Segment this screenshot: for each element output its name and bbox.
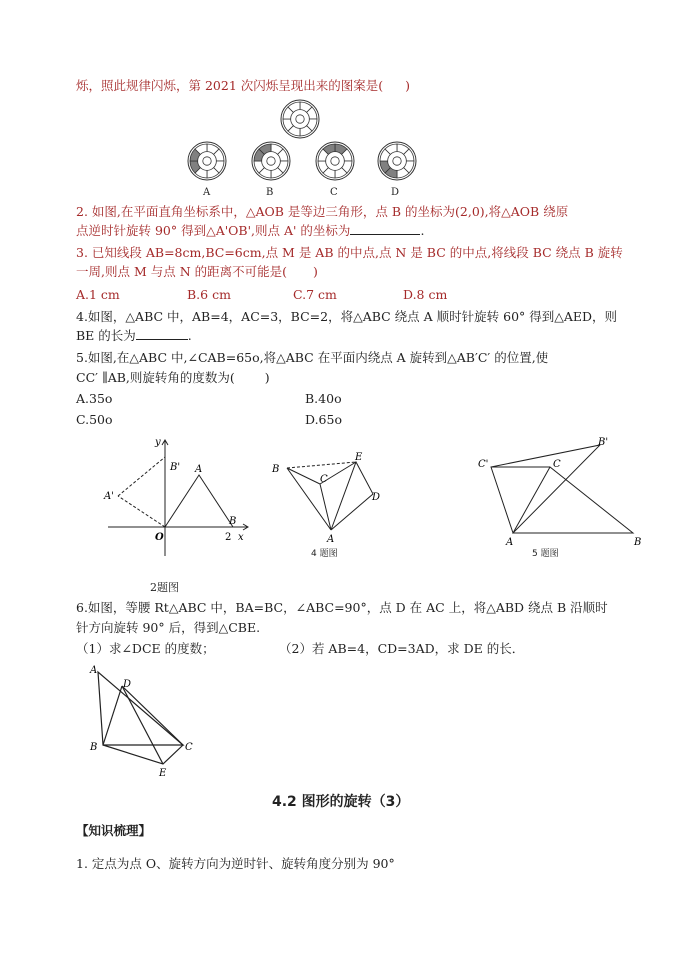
q5-option-d: D.65o <box>305 412 342 427</box>
q6-part2: （2）若 AB=4，CD=3AD，求 DE 的长． <box>279 641 525 656</box>
q2-line1: 2. 如图,在平面直角坐标系中，△AOB 是等边三角形，点 B 的坐标为(2,0),将△AOB 绕原 <box>76 204 569 219</box>
fig2-caption: 2题图 <box>150 581 179 594</box>
fig4-e-label: E <box>355 452 363 463</box>
fig5-caption: 5 题图 <box>532 549 559 559</box>
q4-line1: 4.如图，△ABC 中，AB=4，AC=3，BC=2，将△ABC 绕点 A 顺时针旋转 60° 得到△AED，则 <box>76 309 618 324</box>
option-d-label: D <box>391 187 400 198</box>
fig4-caption: 4 题图 <box>311 549 338 559</box>
fig2-b-label: B <box>229 516 237 527</box>
q2-line2: 点逆时针旋转 90° 得到△A'OB',则点 A' 的坐标为 . <box>76 223 425 238</box>
fig2-bprime-label: B' <box>170 462 181 473</box>
wheel-d <box>378 142 416 180</box>
q3-line1: 3. 已知线段 AB=8cm,BC=6cm,点 M 是 AB 的中点,点 N 是 BC 的中点,将线段 BC 绕点 B 旋转 <box>76 245 623 260</box>
q6-part1: （1）求∠DCE 的度数； <box>76 641 215 656</box>
flash-pattern-figures <box>0 0 688 200</box>
fig2-aprime-label: A' <box>104 491 114 502</box>
fig5-bprime-label: B' <box>598 437 609 448</box>
fig2-x-label: x <box>238 532 244 543</box>
q1-text: 烁，照此规律闪烁，第 2021 次闪烁呈现出来的图案是( ) <box>76 78 411 93</box>
fig6-b-label: B <box>90 742 98 753</box>
wheel-a <box>188 142 226 180</box>
fig5-c-label: C <box>553 459 561 470</box>
q3-option-b: B.6 cm <box>187 287 231 302</box>
knowledge-item-1: 1. 定点为点 O、旋转方向为逆时针、旋转角度分别为 90° <box>76 856 395 871</box>
fig5-cprime-label: C' <box>478 459 489 470</box>
q3-option-a: A.1 cm <box>76 287 120 302</box>
q5-line2: CC′ ∥AB,则旋转角的度数为( ) <box>76 370 270 385</box>
fig4-d-label: D <box>372 492 381 503</box>
fig6-d-label: D <box>123 679 132 690</box>
fig4-b-label: B <box>272 464 280 475</box>
fig5-a-label: A <box>506 537 514 548</box>
fig2-y-label: y <box>155 437 161 448</box>
q5-line1: 5.如图,在△ABC 中,∠CAB=65o,将△ABC 在平面内绕点 A 旋转到△AB′C′ 的位置,使 <box>76 350 549 365</box>
fig2-two-label: 2 <box>225 532 232 543</box>
q3-line2: 一周,则点 M 与点 N 的距离不可能是( ) <box>76 264 318 279</box>
option-b-label: B <box>266 187 274 198</box>
knowledge-heading: 【知识梳理】 <box>76 823 152 838</box>
wheel-top <box>281 100 319 138</box>
q5-option-a: A.35o <box>76 391 113 406</box>
q3-option-c: C.7 cm <box>293 287 337 302</box>
q5-option-c: C.50o <box>76 412 113 427</box>
wheel-c <box>316 142 354 180</box>
fig2-a-label: A <box>195 464 203 475</box>
q3-option-d: D.8 cm <box>403 287 448 302</box>
option-a-label: A <box>203 187 211 198</box>
option-c-label: C <box>330 187 338 198</box>
q5-option-b: B.40o <box>305 391 342 406</box>
fig6-a-label: A <box>90 665 98 676</box>
fig4-a-label: A <box>327 534 335 545</box>
q6-line2: 针方向旋转 90° 后，得到△CBE. <box>76 620 261 635</box>
fig6-e-label: E <box>159 768 167 779</box>
fig4-c-label: C <box>320 474 328 485</box>
fig2-o-label: O <box>155 532 164 543</box>
fig6-c-label: C <box>185 742 193 753</box>
q6-line1: 6.如图，等腰 Rt△ABC 中，BA=BC，∠ABC=90°，点 D 在 AC 上，将△ABD 绕点 B 沿顺时 <box>76 600 608 615</box>
section-title: 4.2 图形的旋转（3） <box>272 794 410 810</box>
fig5-b-label: B <box>634 537 642 548</box>
q4-line2: BE 的长为 . <box>76 328 192 343</box>
wheel-b <box>252 142 290 180</box>
